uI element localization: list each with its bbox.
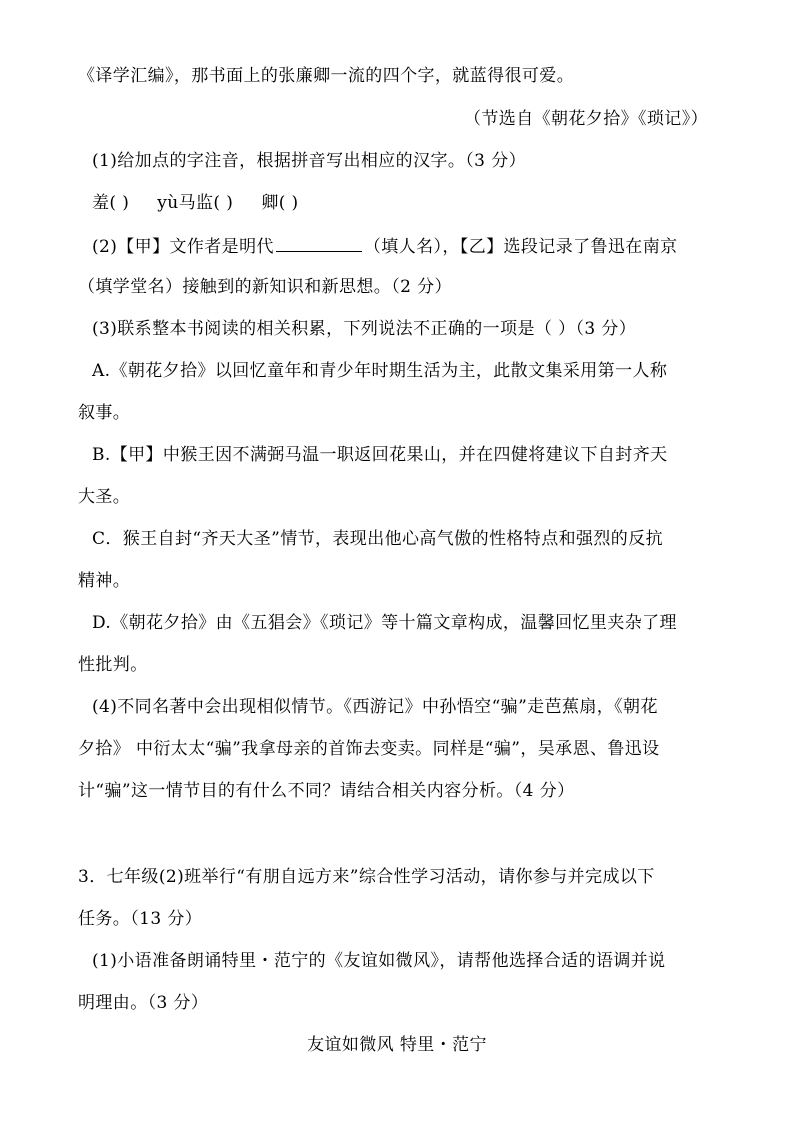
question-3-1-line-2: 明理由。（3 分） [78, 993, 209, 1013]
question-2-2-line-2: （填学堂名）接触到的新知识和新思想。（2 分） [78, 277, 452, 297]
fill-in-blank-author [276, 233, 362, 252]
question-3-1-line-1: (1)小语准备朗诵特里・范宁的《友谊如微风》，请帮他选择合适的语调并说 [92, 951, 666, 971]
question-3-line-2: 任务。（13 分） [78, 909, 203, 929]
question-3-line-1: 3．七年级(2)班举行“有朋自远方来”综合性学习活动，请你参与并完成以下 [78, 867, 655, 887]
option-d-line-1: D.《朝花夕拾》由《五猖会》《琐记》等十篇文章构成，温馨回忆里夹杂了理 [92, 613, 677, 633]
question-2-3-prompt: (3)联系整本书阅读的相关积累，下列说法不正确的一项是（ ）（3 分） [92, 319, 637, 339]
question-2-4-line-3: 计“骗”这一情节目的有什么不同？请结合相关内容分析。（4 分） [78, 781, 575, 801]
answer-blank-xiu: 羞( ) [92, 193, 130, 213]
option-d-line-2: 性批判。 [78, 655, 148, 675]
poem-title: 友谊如微风 特里・范宁 [307, 1035, 487, 1055]
question-2-1-answers [92, 191, 299, 215]
option-a-line-1: A.《朝花夕拾》以回忆童年和青少年时期生活为主，此散文集采用第一人称 [92, 361, 668, 381]
question-2-4-line-1: (4)不同名著中会出现相似情节。《西游记》中孙悟空“骗”走芭蕉扇，《朝花 [92, 697, 658, 717]
answer-blank-qing: 卿( ) [261, 193, 299, 213]
source-citation: （节选自《朝花夕拾》《琐记》） [464, 109, 708, 129]
option-c-line-2: 精神。 [78, 571, 131, 591]
question-2-1-prompt: (1)给加点的字注音，根据拼音写出相应的汉字。（3 分） [92, 151, 526, 171]
option-a-line-2: 叙事。 [78, 403, 131, 423]
option-b-line-2: 大圣。 [78, 487, 131, 507]
option-b-line-1: B.【甲】中猴王因不满弼马温一职返回花果山，并在四健将建议下自封齐天 [92, 445, 668, 465]
passage-tail-line: 《译学汇编》，那书面上的张廉卿一流的四个字，就蓝得很可爱。 [78, 66, 575, 86]
question-2-2-part-b: （填人名），【乙】选段记录了鲁迅在南京 [363, 237, 678, 257]
question-2-2-line-1 [92, 233, 678, 259]
option-c-line-1: C．猴王自封“齐天大圣”情节，表现出他心高气傲的性格特点和强烈的反抗 [92, 529, 663, 549]
answer-blank-yu: yù马监( ) [157, 193, 234, 213]
question-2-4-line-2: 夕拾》 中衍太太“骗”我拿母亲的首饰去变卖。同样是“骗”，吴承恩、鲁迅设 [78, 739, 660, 759]
question-2-2-part-a: (2)【甲】文作者是明代 [92, 237, 274, 257]
